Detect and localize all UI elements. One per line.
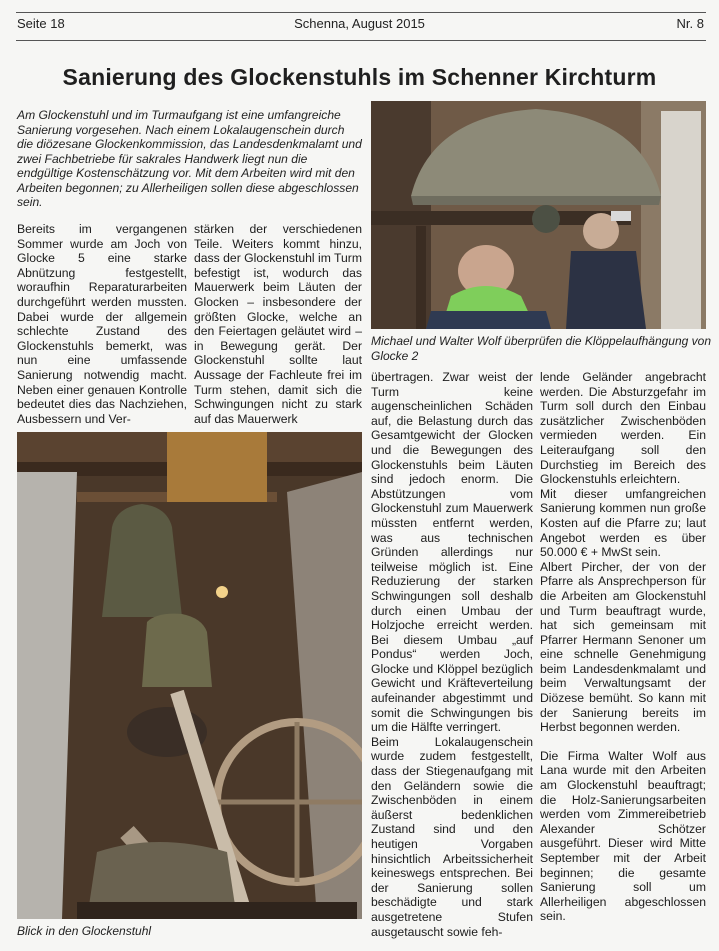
header-rule bbox=[16, 40, 706, 41]
column-3-text: übertragen. Zwar weist der Turm keine augenscheinlichen Schäden auf, die Belastung durch das Gesamtgewicht der Glocken und die Bewegungen des Glockenstuhls beim Läuten sind jedoch enorm. Die Abstützungen vom Glockenstuhl zum Mauerwerk müssten entfernt werden, was aus technischen Gründen allerdings nur teilweise möglich ist. Eine Reduzierung der starken Schwingungen soll deshalb durch einen Umbau der Holzjoche erreicht werden. Bei diesem Umbau „auf Pondus“ werden Joch, Glocke und Klöppel bezüglich Gewicht und Kräfteverteilung aufeinander abgestimmt und somit die Schwingungen bis um die Hälfte verringert. bbox=[371, 370, 533, 735]
article-column-2 bbox=[194, 222, 362, 426]
article-title: Sanierung des Glockenstuhls im Schenner Kirchturm bbox=[62, 64, 657, 90]
article-column-4 bbox=[540, 370, 706, 924]
photo-bell-frame bbox=[17, 432, 362, 919]
article-intro: Am Glockenstuhl und im Turmaufgang ist eine umfangreiche Sanierung vorgesehen. Nach einem Lokalaugenschein durch die diözesane Glockenkommission, das Landesdenkmalamt und zwei Fachbetriebe für sakrales Handwerk liegt nun die endgültige Kostenschätzung vor. Mit dem Arbeiten wird mit den Arbeiten begonnen; zu Allerheiligen sollen diese abgeschlossen sein. bbox=[17, 108, 362, 209]
caption-top-photo: Michael und Walter Wolf überprüfen die Klöppelaufhängung von Glocke 2 bbox=[371, 334, 711, 363]
issue-number: Nr. 8 bbox=[676, 16, 704, 31]
column-1-text: Bereits im vergangenen Sommer wurde am Joch von Glocke 5 eine starke Abnützung festgestellt, woraufhin Reparaturarbeiten durchgeführt werden mussten. Dabei wurde der allgemein schlechte Zustand des Glockenstuhls bemerkt, was nun eine umfassende Sanierung notwendig macht. Neben einer genauen Kontrolle bedeutet dies das Nachziehen, Ausbessern und Ver- bbox=[17, 222, 187, 426]
article-column-1 bbox=[17, 222, 187, 426]
article-column-3 bbox=[371, 370, 533, 939]
photo-bell-inspection bbox=[371, 101, 706, 329]
column-4-text: lende Geländer angebracht werden. Die Absturzgefahr im Turm soll durch den Einbau zusätzlicher Zwischenböden vermieden werden. Ein Leiteraufgang soll den Durchstieg im Bereich des Glockenstuhls erleichtern. bbox=[540, 370, 706, 487]
top-rule bbox=[16, 12, 706, 13]
column-4-text-b: Mit dieser umfangreichen Sanierung kommen nun große Kosten auf die Pfarre zu; laut Angebot werden es über 50.000 € + MwSt sein. bbox=[540, 486, 706, 560]
column-2-text: stärken der verschiedenen Teile. Weiters kommt hinzu, dass der Glockenstuhl im Turm befestigt ist, wodurch das Mauerwerk beim Läuten der Glocken – insbesondere der größten Glocke, welche an den Feiertagen geläutet wird – in Bewegung gerät. Der Glockenstuhl sollte laut Aussage der Fachleute frei im Turm stehen, damit sich die Schwingungen nicht zu stark auf das Mauerwerk bbox=[194, 222, 362, 426]
caption-bottom-photo: Blick in den Glockenstuhl bbox=[17, 924, 152, 938]
column-3-text-b: Beim Lokalaugenschein wurde zudem festgestellt, dass der Stiegenaufgang mit den Geländern sowie die Zwischenböden in einem äußerst bedenklichen Zustand sind und den heutigen Vorgaben hinsichtlich Arbeitssicherheit keineswegs entsprechen. Bei der Sanierung sollen beschädigte und stark ausgetretene Stufen ausgetauscht sowie feh- bbox=[371, 734, 533, 939]
column-4-text-c: Albert Pircher, der von der Pfarre als Ansprechperson für die Arbeiten am Glockenstuhl und Turm beauftragt wurde, hat sich gemeinsam mit Pfarrer Hermann Senoner um eine schnelle Genehmigung beim Landesdenkmalamt und beim Verwaltungsamt der Diözese bemüht. So kann mit der Sanierung bereits im Herbst begonnen werden. bbox=[540, 559, 706, 735]
page-number-label: Seite 18 bbox=[17, 16, 65, 31]
issue-date: Schenna, August 2015 bbox=[294, 16, 425, 31]
column-4-text-d: Die Firma Walter Wolf aus Lana wurde mit den Arbeiten am Glockenstuhl beauftragt; die Holz-Sanierungsarbeiten werden vom Zimmereibetrieb Alexander Schötzer ausgeführt. Dieser wird Mitte September mit der Arbeit beginnen; die gesamte Sanierung soll um Allerheiligen abgeschlossen sein. bbox=[540, 748, 706, 924]
